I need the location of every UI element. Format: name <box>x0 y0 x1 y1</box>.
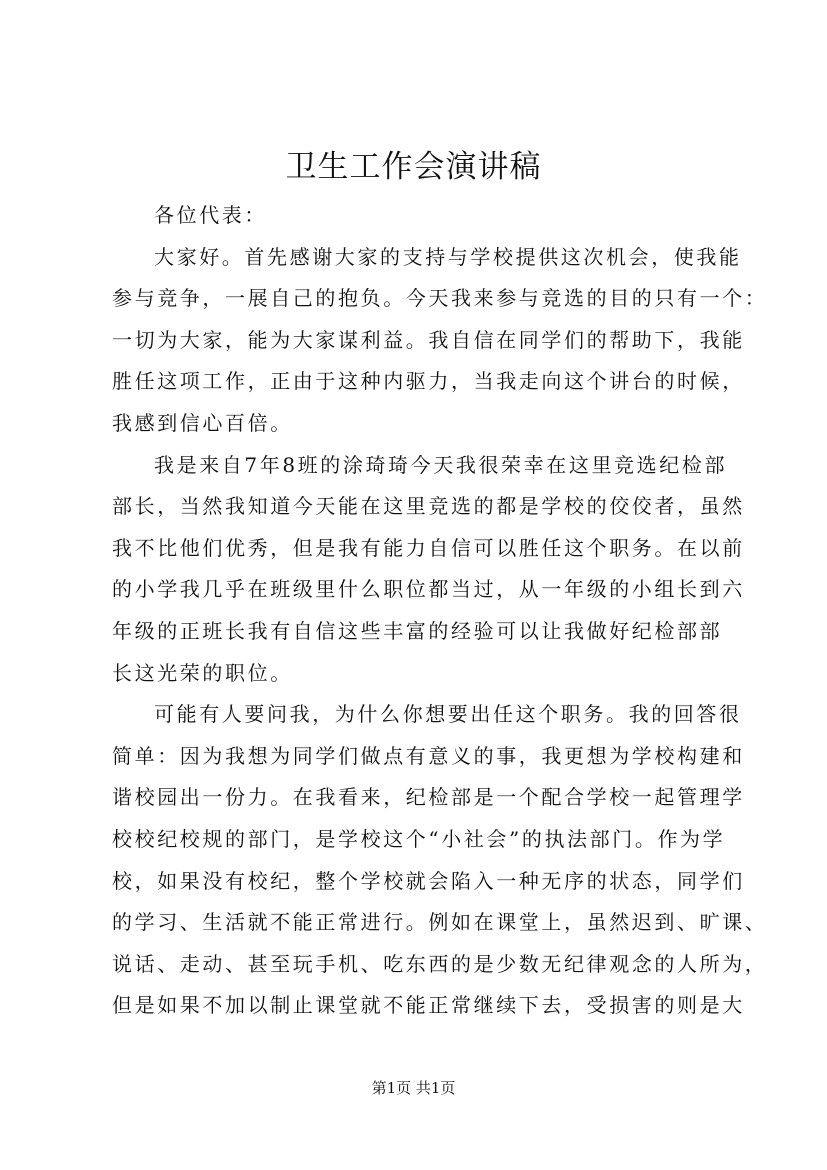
page-footer: 第1页 共1页 <box>371 1079 456 1097</box>
paragraph-line: 可能有人要问我，为什么你想要出任这个职务。我的回答很 <box>154 702 742 727</box>
document-title: 卫生工作会演讲稿 <box>285 149 542 185</box>
paragraph-line: 胜任这项工作，正由于这种内驱力，当我走向这个讲台的时候， <box>112 369 745 394</box>
paragraph-line: 谐校园出一份力。在我看来，纪检部是一个配合学校一起管理学 <box>112 785 745 810</box>
document-body <box>112 195 768 1027</box>
paragraph-line: 说话、走动、甚至玩手机、吃东西的是少数无纪律观念的人所为， <box>112 951 768 976</box>
paragraph-line: 参与竞争，一展自己的抱负。今天我来参与竞选的目的只有一个： <box>112 286 768 311</box>
paragraph-line: 我感到信心百倍。 <box>112 410 293 435</box>
paragraph-line: 校，如果没有校纪，整个学校就会陷入一种无序的状态，同学们 <box>112 868 745 893</box>
paragraph-line: 部长，当然我知道今天能在这里竞选的都是学校的佼佼者，虽然 <box>112 494 745 519</box>
paragraph-line: 长这光荣的职位。 <box>112 660 293 685</box>
paragraph-line: 我不比他们优秀，但是我有能力自信可以胜任这个职务。在以前 <box>112 535 745 560</box>
salutation: 各位代表： <box>154 203 267 227</box>
paragraph-line: 但是如果不加以制止课堂就不能正常继续下去，受损害的则是大 <box>112 993 745 1018</box>
paragraph-line: 的学习、生活就不能正常进行。例如在课堂上，虽然迟到、旷课、 <box>112 910 768 935</box>
paragraph-line: 年级的正班长我有自信这些丰富的经验可以让我做好纪检部部 <box>112 618 723 643</box>
paragraph-line: 大家好。首先感谢大家的支持与学校提供这次机会，使我能 <box>154 244 742 269</box>
paragraph-line: 简单：因为我想为同学们做点有意义的事，我更想为学校构建和 <box>112 743 745 768</box>
paragraph-line: 的小学我几乎在班级里什么职位都当过，从一年级的小组长到六 <box>112 577 745 602</box>
paragraph-line: 校校纪校规的部门，是学校这个“小社会”的执法部门。作为学 <box>112 826 726 851</box>
paragraph-line: 一切为大家，能为大家谋利益。我自信在同学们的帮助下，我能 <box>112 327 745 352</box>
paragraph-line: 我是来自7年8班的涂琦琦今天我很荣幸在这里竞选纪检部 <box>154 452 728 477</box>
